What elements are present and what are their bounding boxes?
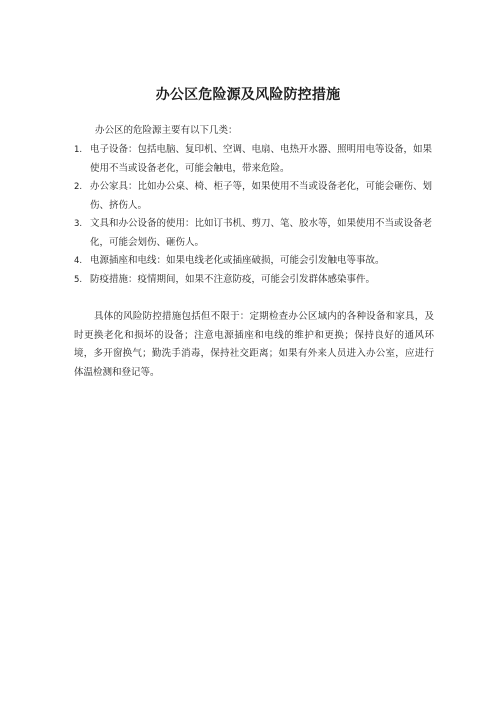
list-item-number: 2. (74, 182, 83, 192)
list-item-number: 5. (74, 274, 83, 285)
list-item (74, 271, 434, 290)
list-item-number: 3. (74, 219, 83, 229)
list-item (74, 215, 434, 252)
list-item (74, 252, 434, 271)
list-item-text: 防疫措施：疫情期间，如果不注意防疫，可能会引发群体感染事件。 (90, 273, 376, 285)
list-item (74, 141, 434, 178)
list-item-text: 电源插座和电线：如果电线老化或插座破损，可能会引发触电等事故。 (90, 255, 385, 266)
list-item (74, 178, 434, 215)
measures-paragraph: 具体的风险防控措施包括但不限于：定期检查办公区域内的各种设备和家具，及时更换老化和损坏的设备；注意电源插座和电线的维护和更换；保持良好的通风环境，多开窗换气；勤洗手消毒，保持社交距离；如果有外来人员进入办公室，应进行体温检测和登记等。 (74, 311, 434, 378)
list-item-text: 办公家具：比如办公桌、椅、柜子等，如果使用不当或设备老化，可能会砸伤、划伤、挤伤人。 (90, 181, 433, 211)
list-item-number: 4. (74, 256, 83, 266)
hazard-list (74, 141, 434, 289)
document-title: 办公区危险源及风险防控措施 (155, 87, 341, 103)
list-item-text: 电子设备：包括电脑、复印机、空调、电扇、电热开水器、照明用电等设备，如果使用不当或设备老化，可能会触电，带来危险。 (90, 144, 433, 174)
intro-text: 办公区的危险源主要有以下几类： (95, 125, 238, 136)
list-item-text: 文具和办公设备的使用：比如订书机、剪刀、笔、胶水等，如果使用不当或设备老化，可能会划伤、砸伤人。 (90, 218, 433, 248)
list-item-number: 1. (74, 145, 83, 155)
